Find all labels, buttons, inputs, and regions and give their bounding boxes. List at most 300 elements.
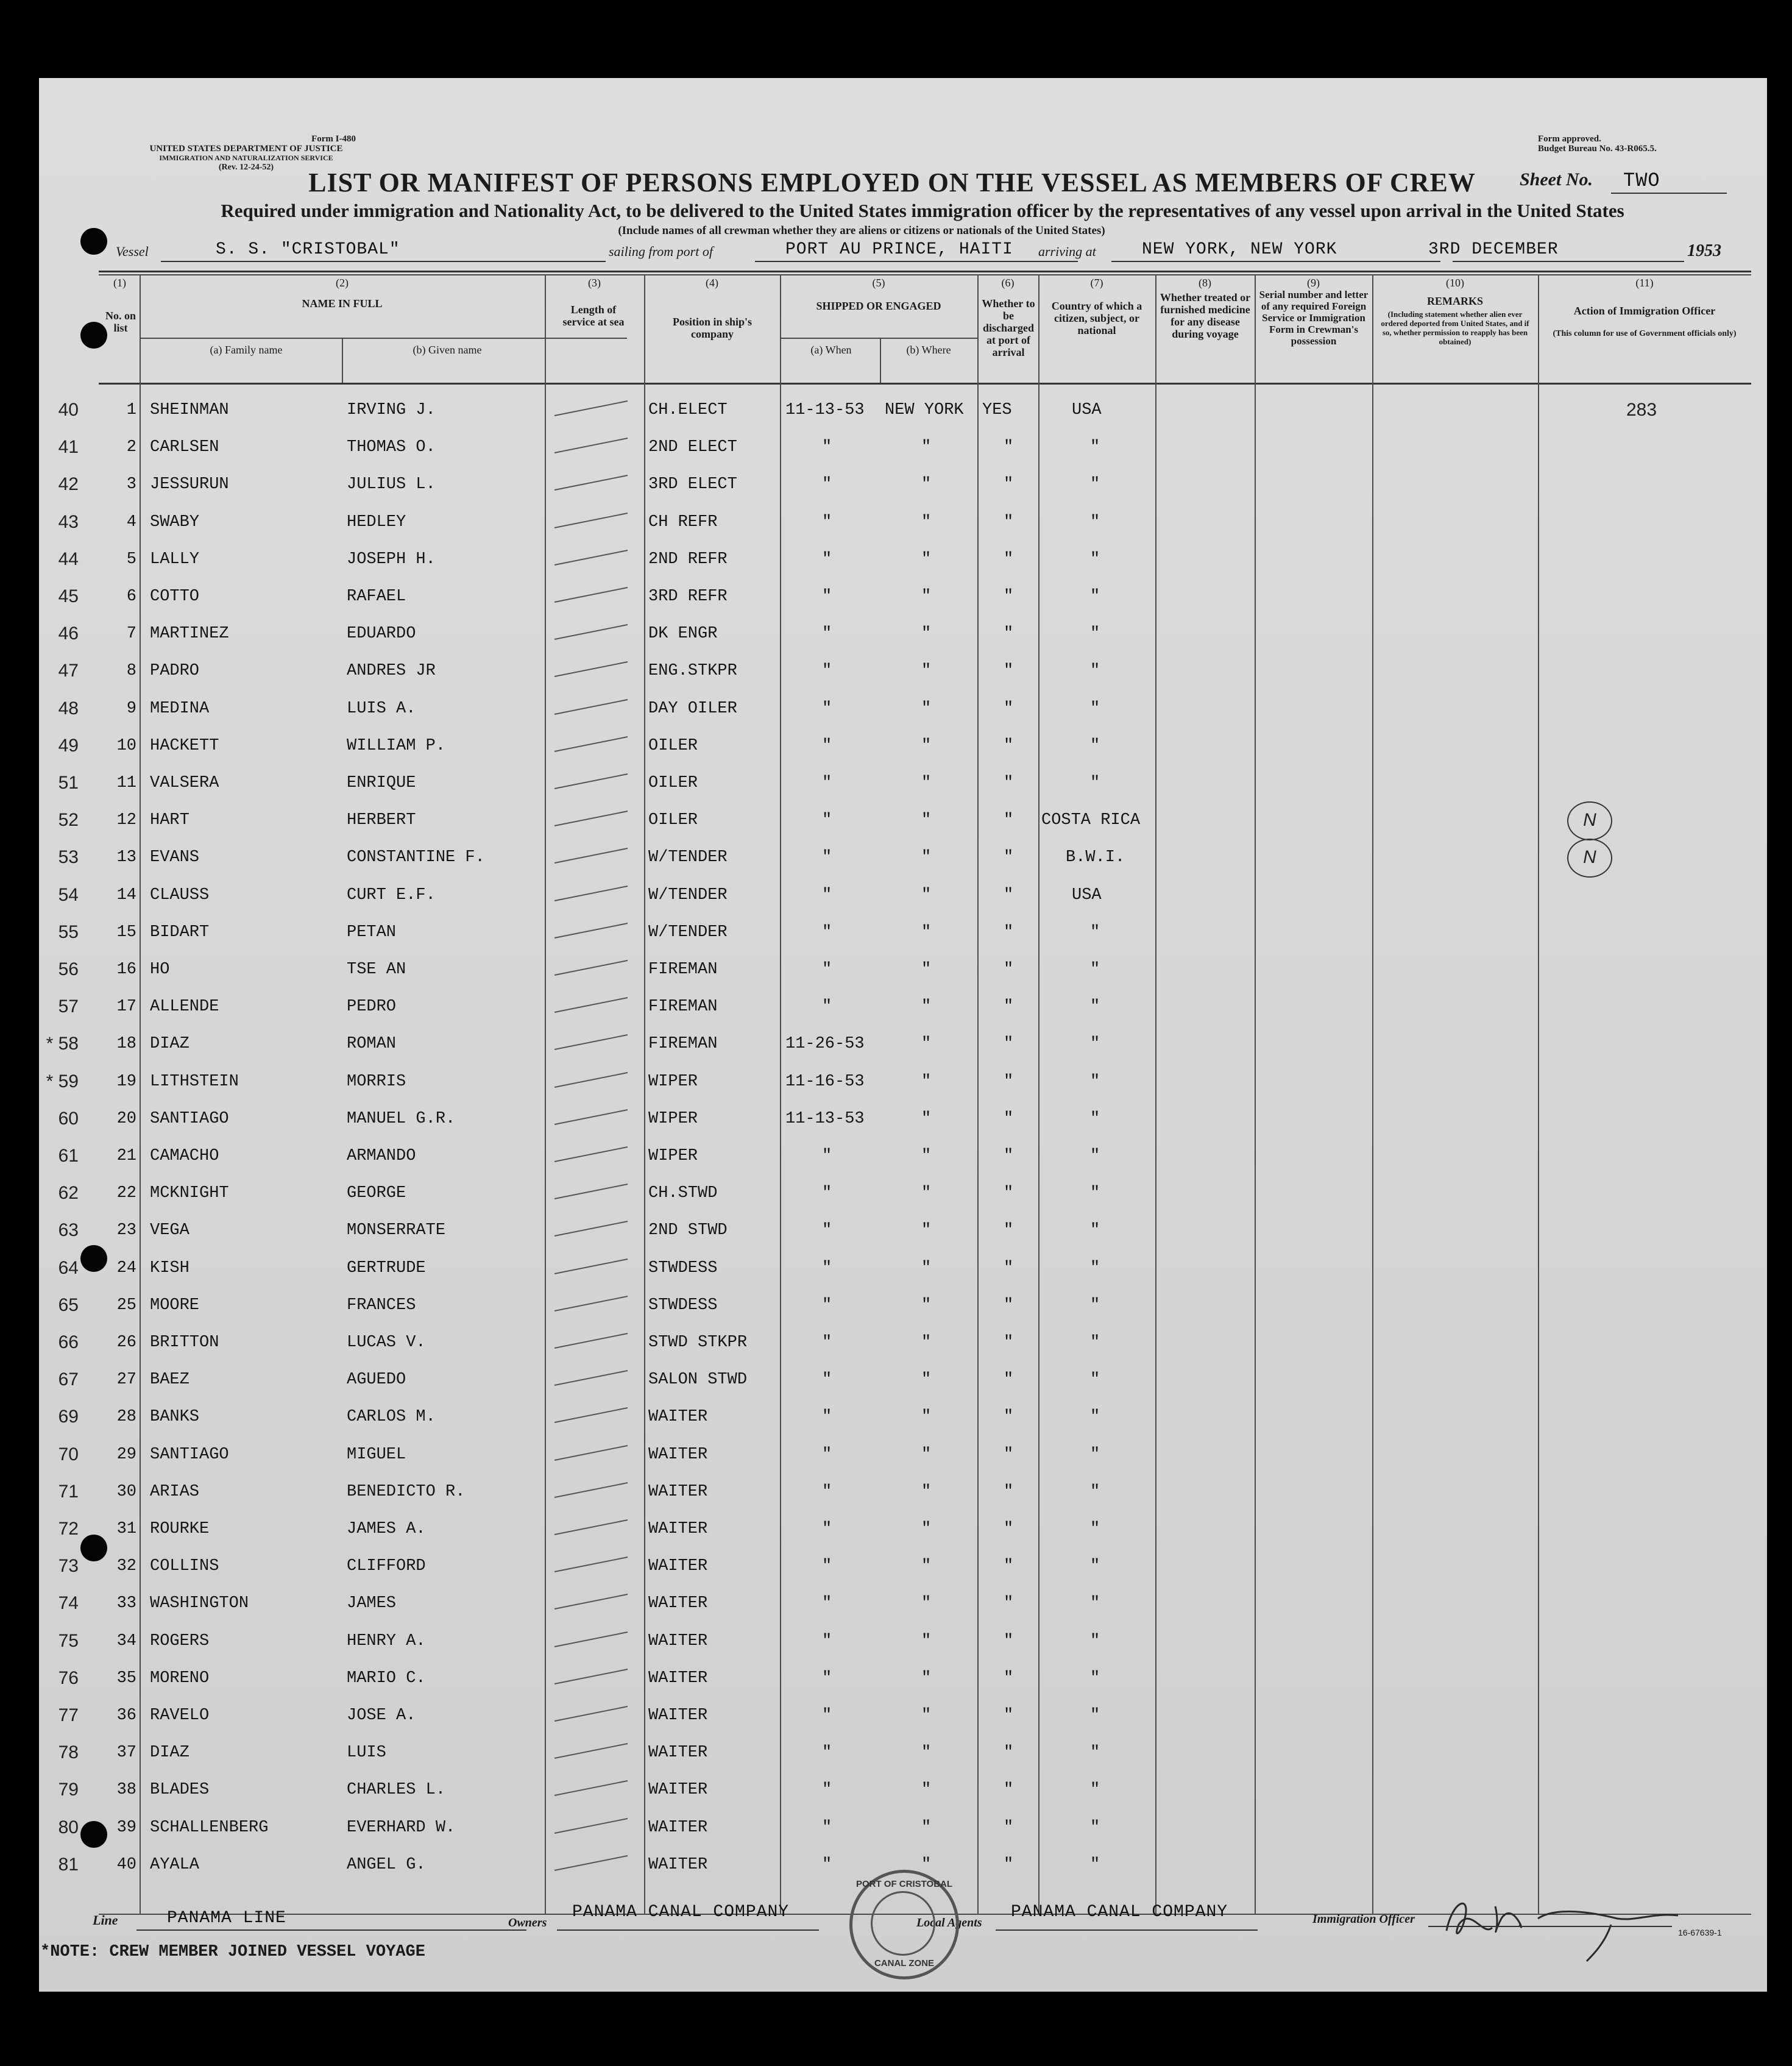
- line-name: PANAMA LINE: [167, 1909, 286, 1928]
- row-reference-number: 70: [58, 1444, 79, 1464]
- col9-number: (9): [1307, 277, 1320, 289]
- shipped-when: ": [822, 625, 832, 644]
- shipped-where: ": [921, 513, 932, 531]
- row-reference-number: 41: [58, 437, 79, 458]
- row-list-number: 18: [116, 1035, 136, 1054]
- shipped-where: ": [921, 1258, 932, 1277]
- shipped-when: ": [822, 1296, 832, 1315]
- shipped-where: ": [921, 625, 932, 644]
- shipped-when: ": [822, 513, 832, 531]
- family-name: EVANS: [150, 848, 200, 867]
- citizenship-country: ": [1090, 1818, 1100, 1837]
- given-name: BENEDICTO R.: [347, 1482, 466, 1501]
- family-name: WASHINGTON: [150, 1594, 249, 1613]
- position: CH.STWD: [648, 1184, 718, 1203]
- revision: (Rev. 12-24-52): [218, 163, 274, 172]
- row-list-number: 14: [116, 886, 136, 904]
- discharge-at-arrival: ": [1004, 587, 1014, 606]
- discharge-at-arrival: ": [1004, 699, 1014, 718]
- discharge-at-arrival: ": [1004, 662, 1014, 681]
- officer-signature: [1434, 1882, 1690, 1967]
- row-reference-number: 64: [58, 1257, 79, 1278]
- position: WAITER: [648, 1445, 708, 1464]
- sailing-label: sailing from port of: [609, 244, 713, 259]
- given-name: AGUEDO: [347, 1371, 406, 1390]
- shipped-when: ": [822, 1147, 832, 1165]
- service-length-mark: [548, 583, 640, 607]
- discharge-at-arrival: ": [1004, 625, 1014, 644]
- row-reference-number: 67: [58, 1369, 79, 1390]
- shipped-when: ": [822, 662, 832, 681]
- arrival-year: 1953: [1687, 241, 1721, 260]
- given-name: HERBERT: [347, 811, 416, 830]
- given-name: LUCAS V.: [347, 1333, 426, 1352]
- col3-header: Length of service at sea: [562, 304, 625, 328]
- family-name: CARLSEN: [150, 438, 219, 457]
- form-approved: Form approved.: [1538, 134, 1601, 144]
- citizenship-country: ": [1090, 475, 1100, 494]
- shipped-where: ": [921, 1855, 932, 1874]
- shipped-when: ": [822, 1371, 832, 1390]
- service-length-mark: [548, 1068, 640, 1092]
- given-name: JOSE A.: [347, 1706, 416, 1725]
- shipped-where: ": [921, 848, 932, 867]
- service-length-mark: [548, 843, 640, 868]
- shipped-where: ": [921, 1221, 932, 1240]
- shipped-when: ": [822, 1221, 832, 1240]
- col10-header: REMARKS: [1426, 295, 1483, 307]
- citizenship-country: ": [1090, 1781, 1100, 1800]
- service-length-mark: [548, 657, 640, 681]
- table-row: [39, 800, 1767, 837]
- given-name: ARMANDO: [347, 1147, 416, 1165]
- shipped-where: ": [921, 1109, 932, 1128]
- citizenship-country: ": [1090, 1221, 1100, 1240]
- given-name: THOMAS O.: [347, 438, 436, 457]
- discharge-at-arrival: ": [1004, 1408, 1014, 1427]
- given-name: ANGEL G.: [347, 1855, 426, 1874]
- citizenship-country: ": [1090, 960, 1100, 979]
- table-row: [39, 1099, 1767, 1136]
- given-name: MIGUEL: [347, 1445, 406, 1464]
- service-length-mark: [548, 732, 640, 756]
- given-name: MORRIS: [347, 1072, 406, 1091]
- position: W/TENDER: [648, 923, 728, 942]
- family-name: MOORE: [150, 1296, 200, 1315]
- row-reference-number: 54: [58, 884, 79, 905]
- table-row: [39, 427, 1767, 464]
- table-row: [39, 1062, 1767, 1099]
- shipped-where: ": [921, 960, 932, 979]
- shipped-when: ": [822, 1445, 832, 1464]
- row-reference-number: 65: [58, 1294, 79, 1315]
- table-row: [39, 651, 1767, 688]
- col6-number: (6): [1001, 277, 1015, 289]
- row-list-number: 31: [116, 1520, 136, 1538]
- citizenship-country: COSTA RICA: [1041, 811, 1141, 830]
- citizenship-country: USA: [1072, 886, 1102, 904]
- discharge-at-arrival: ": [1004, 998, 1014, 1017]
- agents-name: PANAMA CANAL COMPANY: [1011, 1903, 1228, 1922]
- shipped-where: ": [921, 998, 932, 1017]
- col11-note: (This column for use of Government officials only): [1553, 329, 1737, 338]
- shipped-when: ": [822, 1744, 832, 1762]
- given-name: WILLIAM P.: [347, 736, 446, 755]
- family-name: ROURKE: [150, 1520, 210, 1538]
- row-list-number: 9: [126, 699, 136, 718]
- position: WAITER: [648, 1520, 708, 1538]
- shipped-where: ": [921, 1333, 932, 1352]
- citizenship-country: ": [1090, 923, 1100, 942]
- position: STWDESS: [648, 1296, 718, 1315]
- position: CH REFR: [648, 513, 718, 531]
- given-name: CHARLES L.: [347, 1781, 446, 1800]
- row-list-number: 2: [126, 438, 136, 457]
- service-length-mark: [548, 1515, 640, 1539]
- position: 3RD ELECT: [648, 475, 737, 494]
- service-length-mark: [548, 993, 640, 1017]
- position: WAITER: [648, 1744, 708, 1762]
- given-name: JULIUS L.: [347, 475, 436, 494]
- position: 2ND ELECT: [648, 438, 737, 457]
- discharge-at-arrival: ": [1004, 1147, 1014, 1165]
- shipped-when: ": [822, 848, 832, 867]
- table-row: [39, 1658, 1767, 1695]
- shipped-where: ": [921, 923, 932, 942]
- given-name: HENRY A.: [347, 1631, 426, 1650]
- agents-label: Local Agents: [916, 1916, 982, 1929]
- row-reference-number: 40: [58, 400, 79, 420]
- table-row: [39, 1285, 1767, 1322]
- citizenship-country: ": [1090, 998, 1100, 1017]
- table-row: [39, 464, 1767, 502]
- officer-label: Immigration Officer: [1312, 1912, 1415, 1926]
- sheet-number-label: Sheet No.: [1520, 169, 1593, 190]
- row-reference-number: 44: [58, 548, 79, 569]
- service-length-mark: [548, 396, 640, 421]
- shipped-where: ": [921, 1520, 932, 1538]
- citizenship-country: ": [1090, 550, 1100, 569]
- family-name: RAVELO: [150, 1706, 210, 1725]
- shipped-when: ": [822, 998, 832, 1017]
- row-reference-number: 42: [58, 474, 79, 495]
- row-reference-number: 71: [58, 1481, 79, 1502]
- given-name: MONSERRATE: [347, 1221, 446, 1240]
- row-list-number: 39: [116, 1818, 136, 1837]
- service-length-mark: [548, 1254, 640, 1279]
- table-row: [39, 726, 1767, 763]
- shipped-when: ": [822, 1408, 832, 1427]
- arriving-label: arriving at: [1038, 244, 1096, 259]
- citizenship-country: ": [1090, 1258, 1100, 1277]
- table-row: [39, 502, 1767, 539]
- table-row: [39, 875, 1767, 912]
- discharge-at-arrival: ": [1004, 475, 1014, 494]
- col10-number: (10): [1446, 277, 1464, 289]
- shipped-when: ": [822, 550, 832, 569]
- row-list-number: 24: [116, 1258, 136, 1277]
- position: SALON STWD: [648, 1371, 748, 1390]
- shipped-when: ": [822, 587, 832, 606]
- service-length-mark: [548, 1179, 640, 1204]
- citizenship-country: ": [1090, 1520, 1100, 1538]
- citizenship-country: ": [1090, 1594, 1100, 1613]
- given-name: ENRIQUE: [347, 774, 416, 792]
- family-name: ALLENDE: [150, 998, 219, 1017]
- service-length-mark: [548, 918, 640, 943]
- row-list-number: 3: [126, 475, 136, 494]
- from-port: PORT AU PRINCE, HAITI: [785, 240, 1013, 259]
- given-name: MARIO C.: [347, 1669, 426, 1688]
- shipped-where: ": [921, 774, 932, 792]
- row-reference-number: 61: [58, 1146, 79, 1166]
- service-length-mark: [548, 695, 640, 719]
- col2a-header: (a) Family name: [210, 344, 283, 356]
- row-reference-number: 53: [58, 847, 79, 868]
- document-subnote: (Include names of all crewman whether they are aliens or citizens or nationals of the United States): [618, 224, 1105, 237]
- discharge-at-arrival: ": [1004, 1445, 1014, 1464]
- position: 2ND REFR: [648, 550, 728, 569]
- family-name: DIAZ: [150, 1035, 189, 1054]
- row-list-number: 21: [116, 1147, 136, 1165]
- table-row: [39, 1546, 1767, 1583]
- table-row: [39, 912, 1767, 950]
- discharge-at-arrival: ": [1004, 1258, 1014, 1277]
- discharge-at-arrival: ": [1004, 1035, 1014, 1054]
- family-name: ARIAS: [150, 1482, 200, 1501]
- table-row: [39, 763, 1767, 800]
- shipped-when: ": [822, 1669, 832, 1688]
- shipped-when: 11-16-53: [785, 1072, 865, 1091]
- row-reference-number: * 58: [46, 1034, 79, 1054]
- discharge-at-arrival: YES: [982, 401, 1012, 419]
- family-name: JESSURUN: [150, 475, 229, 494]
- row-reference-number: 76: [58, 1667, 79, 1688]
- shipped-where: ": [921, 811, 932, 830]
- service-length-mark: [548, 1776, 640, 1800]
- row-reference-number: 80: [58, 1817, 79, 1837]
- table-row: [39, 539, 1767, 577]
- row-list-number: 27: [116, 1371, 136, 1390]
- row-list-number: 32: [116, 1557, 136, 1576]
- given-name: GEORGE: [347, 1184, 406, 1203]
- citizenship-country: ": [1090, 587, 1100, 606]
- col7-header: Country of which a citizen, subject, or national: [1051, 300, 1142, 336]
- action-circle: [1567, 839, 1612, 878]
- table-row: [39, 390, 1767, 427]
- discharge-at-arrival: ": [1004, 1818, 1014, 1837]
- citizenship-country: ": [1090, 438, 1100, 457]
- family-name: ROGERS: [150, 1631, 210, 1650]
- position: WAITER: [648, 1818, 708, 1837]
- row-list-number: 40: [116, 1855, 136, 1874]
- discharge-at-arrival: ": [1004, 1482, 1014, 1501]
- family-name: KISH: [150, 1258, 189, 1277]
- col8-header: Whether treated or furnished medicine for any disease during voyage: [1160, 291, 1251, 340]
- manifest-sheet: [39, 78, 1767, 1992]
- row-list-number: 20: [116, 1109, 136, 1128]
- row-reference-number: 60: [58, 1108, 79, 1129]
- shipped-when: ": [822, 1818, 832, 1837]
- service-length-mark: [548, 1291, 640, 1316]
- row-list-number: 11: [116, 774, 136, 792]
- service-length-mark: [548, 1664, 640, 1689]
- given-name: FRANCES: [347, 1296, 416, 1315]
- footer-note: *NOTE: CREW MEMBER JOINED VESSEL VOYAGE: [40, 1943, 425, 1961]
- shipped-where: ": [921, 662, 932, 681]
- position: 3RD REFR: [648, 587, 728, 606]
- discharge-at-arrival: ": [1004, 1669, 1014, 1688]
- table-row: [39, 1024, 1767, 1061]
- service-length-mark: [548, 508, 640, 533]
- citizenship-country: USA: [1072, 401, 1102, 419]
- position: FIREMAN: [648, 1035, 718, 1054]
- table-row: [39, 1210, 1767, 1248]
- row-list-number: 37: [116, 1744, 136, 1762]
- family-name: MARTINEZ: [150, 625, 229, 644]
- family-name: BAEZ: [150, 1371, 189, 1390]
- shipped-when: ": [822, 1594, 832, 1613]
- table-row: [39, 1621, 1767, 1658]
- row-list-number: 6: [126, 587, 136, 606]
- stamp-top-text: PORT OF CRISTOBAL: [855, 1879, 953, 1889]
- shipped-when: 11-26-53: [785, 1035, 865, 1054]
- shipped-where: ": [921, 1631, 932, 1650]
- position: WAITER: [648, 1631, 708, 1650]
- citizenship-country: ": [1090, 662, 1100, 681]
- citizenship-country: ": [1090, 1557, 1100, 1576]
- discharge-at-arrival: ": [1004, 1706, 1014, 1725]
- row-list-number: 19: [116, 1072, 136, 1091]
- family-name: HART: [150, 811, 189, 830]
- to-port: NEW YORK, NEW YORK: [1142, 240, 1337, 259]
- discharge-at-arrival: ": [1004, 1781, 1014, 1800]
- citizenship-country: ": [1090, 1371, 1100, 1390]
- service-length-mark: [548, 1478, 640, 1502]
- row-list-number: 34: [116, 1631, 136, 1650]
- citizenship-country: ": [1090, 1109, 1100, 1128]
- given-name: JAMES A.: [347, 1520, 426, 1538]
- row-reference-number: 47: [58, 661, 79, 681]
- punch-hole: [80, 1245, 107, 1272]
- document-title: LIST OR MANIFEST OF PERSONS EMPLOYED ON THE VESSEL AS MEMBERS OF CREW: [308, 168, 1476, 197]
- row-reference-number: 72: [58, 1519, 79, 1539]
- family-name: CAMACHO: [150, 1147, 219, 1165]
- position: DK ENGR: [648, 625, 718, 644]
- shipped-where: ": [921, 1035, 932, 1054]
- family-name: PADRO: [150, 662, 200, 681]
- shipped-when: ": [822, 923, 832, 942]
- shipped-when: 11-13-53: [785, 401, 865, 419]
- service-length-mark: [548, 1552, 640, 1577]
- shipped-when: ": [822, 1706, 832, 1725]
- family-name: BANKS: [150, 1408, 200, 1427]
- citizenship-country: ": [1090, 1482, 1100, 1501]
- col8-number: (8): [1199, 277, 1211, 289]
- row-list-number: 29: [116, 1445, 136, 1464]
- family-name: SHEINMAN: [150, 401, 229, 419]
- discharge-at-arrival: ": [1004, 736, 1014, 755]
- row-reference-number: 51: [58, 773, 79, 793]
- discharge-at-arrival: ": [1004, 1855, 1014, 1874]
- citizenship-country: ": [1090, 774, 1100, 792]
- shipped-where: ": [921, 1482, 932, 1501]
- discharge-at-arrival: ": [1004, 1333, 1014, 1352]
- family-name: SANTIAGO: [150, 1445, 229, 1464]
- form-header-left: [100, 134, 392, 172]
- citizenship-country: ": [1090, 1333, 1100, 1352]
- row-reference-number: 43: [58, 511, 79, 532]
- col1-header: No. on list: [105, 310, 136, 334]
- discharge-at-arrival: ": [1004, 1072, 1014, 1091]
- given-name: CARLOS M.: [347, 1408, 436, 1427]
- shipped-where: ": [921, 1706, 932, 1725]
- row-reference-number: 66: [58, 1332, 79, 1352]
- position: W/TENDER: [648, 886, 728, 904]
- shipped-where: ": [921, 1147, 932, 1165]
- col5b-header: (b) Where: [906, 344, 951, 356]
- row-reference-number: 77: [58, 1705, 79, 1725]
- row-reference-number: 48: [58, 698, 79, 719]
- officer-action: 283: [1626, 400, 1657, 420]
- officer-action: N: [1583, 810, 1596, 831]
- row-list-number: 35: [116, 1669, 136, 1688]
- shipped-where: ": [921, 475, 932, 494]
- punch-hole: [80, 228, 107, 255]
- family-name: LALLY: [150, 550, 200, 569]
- service-length-mark: [548, 1589, 640, 1614]
- shipped-where: ": [921, 1184, 932, 1203]
- discharge-at-arrival: ": [1004, 1184, 1014, 1203]
- row-reference-number: 56: [58, 959, 79, 979]
- family-name: DIAZ: [150, 1744, 189, 1762]
- table-row: [39, 1360, 1767, 1397]
- given-name: HEDLEY: [347, 513, 406, 531]
- vessel-label: Vessel: [116, 244, 149, 259]
- position: 2ND STWD: [648, 1221, 728, 1240]
- service-length-mark: [548, 470, 640, 495]
- row-list-number: 30: [116, 1482, 136, 1501]
- shipped-where: ": [921, 1445, 932, 1464]
- table-row: [39, 1173, 1767, 1210]
- citizenship-country: ": [1090, 1296, 1100, 1315]
- sheet-number: TWO: [1623, 169, 1660, 192]
- row-reference-number: 49: [58, 735, 79, 756]
- row-reference-number: 55: [58, 921, 79, 942]
- table-row: [39, 1435, 1767, 1472]
- row-list-number: 36: [116, 1706, 136, 1725]
- discharge-at-arrival: ": [1004, 1594, 1014, 1613]
- citizenship-country: ": [1090, 1035, 1100, 1054]
- position: ENG.STKPR: [648, 662, 737, 681]
- row-reference-number: 52: [58, 810, 79, 831]
- family-name: SWABY: [150, 513, 200, 531]
- position: WAITER: [648, 1482, 708, 1501]
- row-list-number: 28: [116, 1408, 136, 1427]
- citizenship-country: ": [1090, 1744, 1100, 1762]
- officer-action: N: [1583, 847, 1596, 868]
- position: STWDESS: [648, 1258, 718, 1277]
- shipped-where: ": [921, 1594, 932, 1613]
- row-list-number: 13: [116, 848, 136, 867]
- shipped-when: ": [822, 1333, 832, 1352]
- family-name: VALSERA: [150, 774, 219, 792]
- shipped-where: ": [921, 438, 932, 457]
- shipped-when: ": [822, 475, 832, 494]
- row-reference-number: 45: [58, 586, 79, 606]
- row-list-number: 25: [116, 1296, 136, 1315]
- shipped-where: ": [921, 1744, 932, 1762]
